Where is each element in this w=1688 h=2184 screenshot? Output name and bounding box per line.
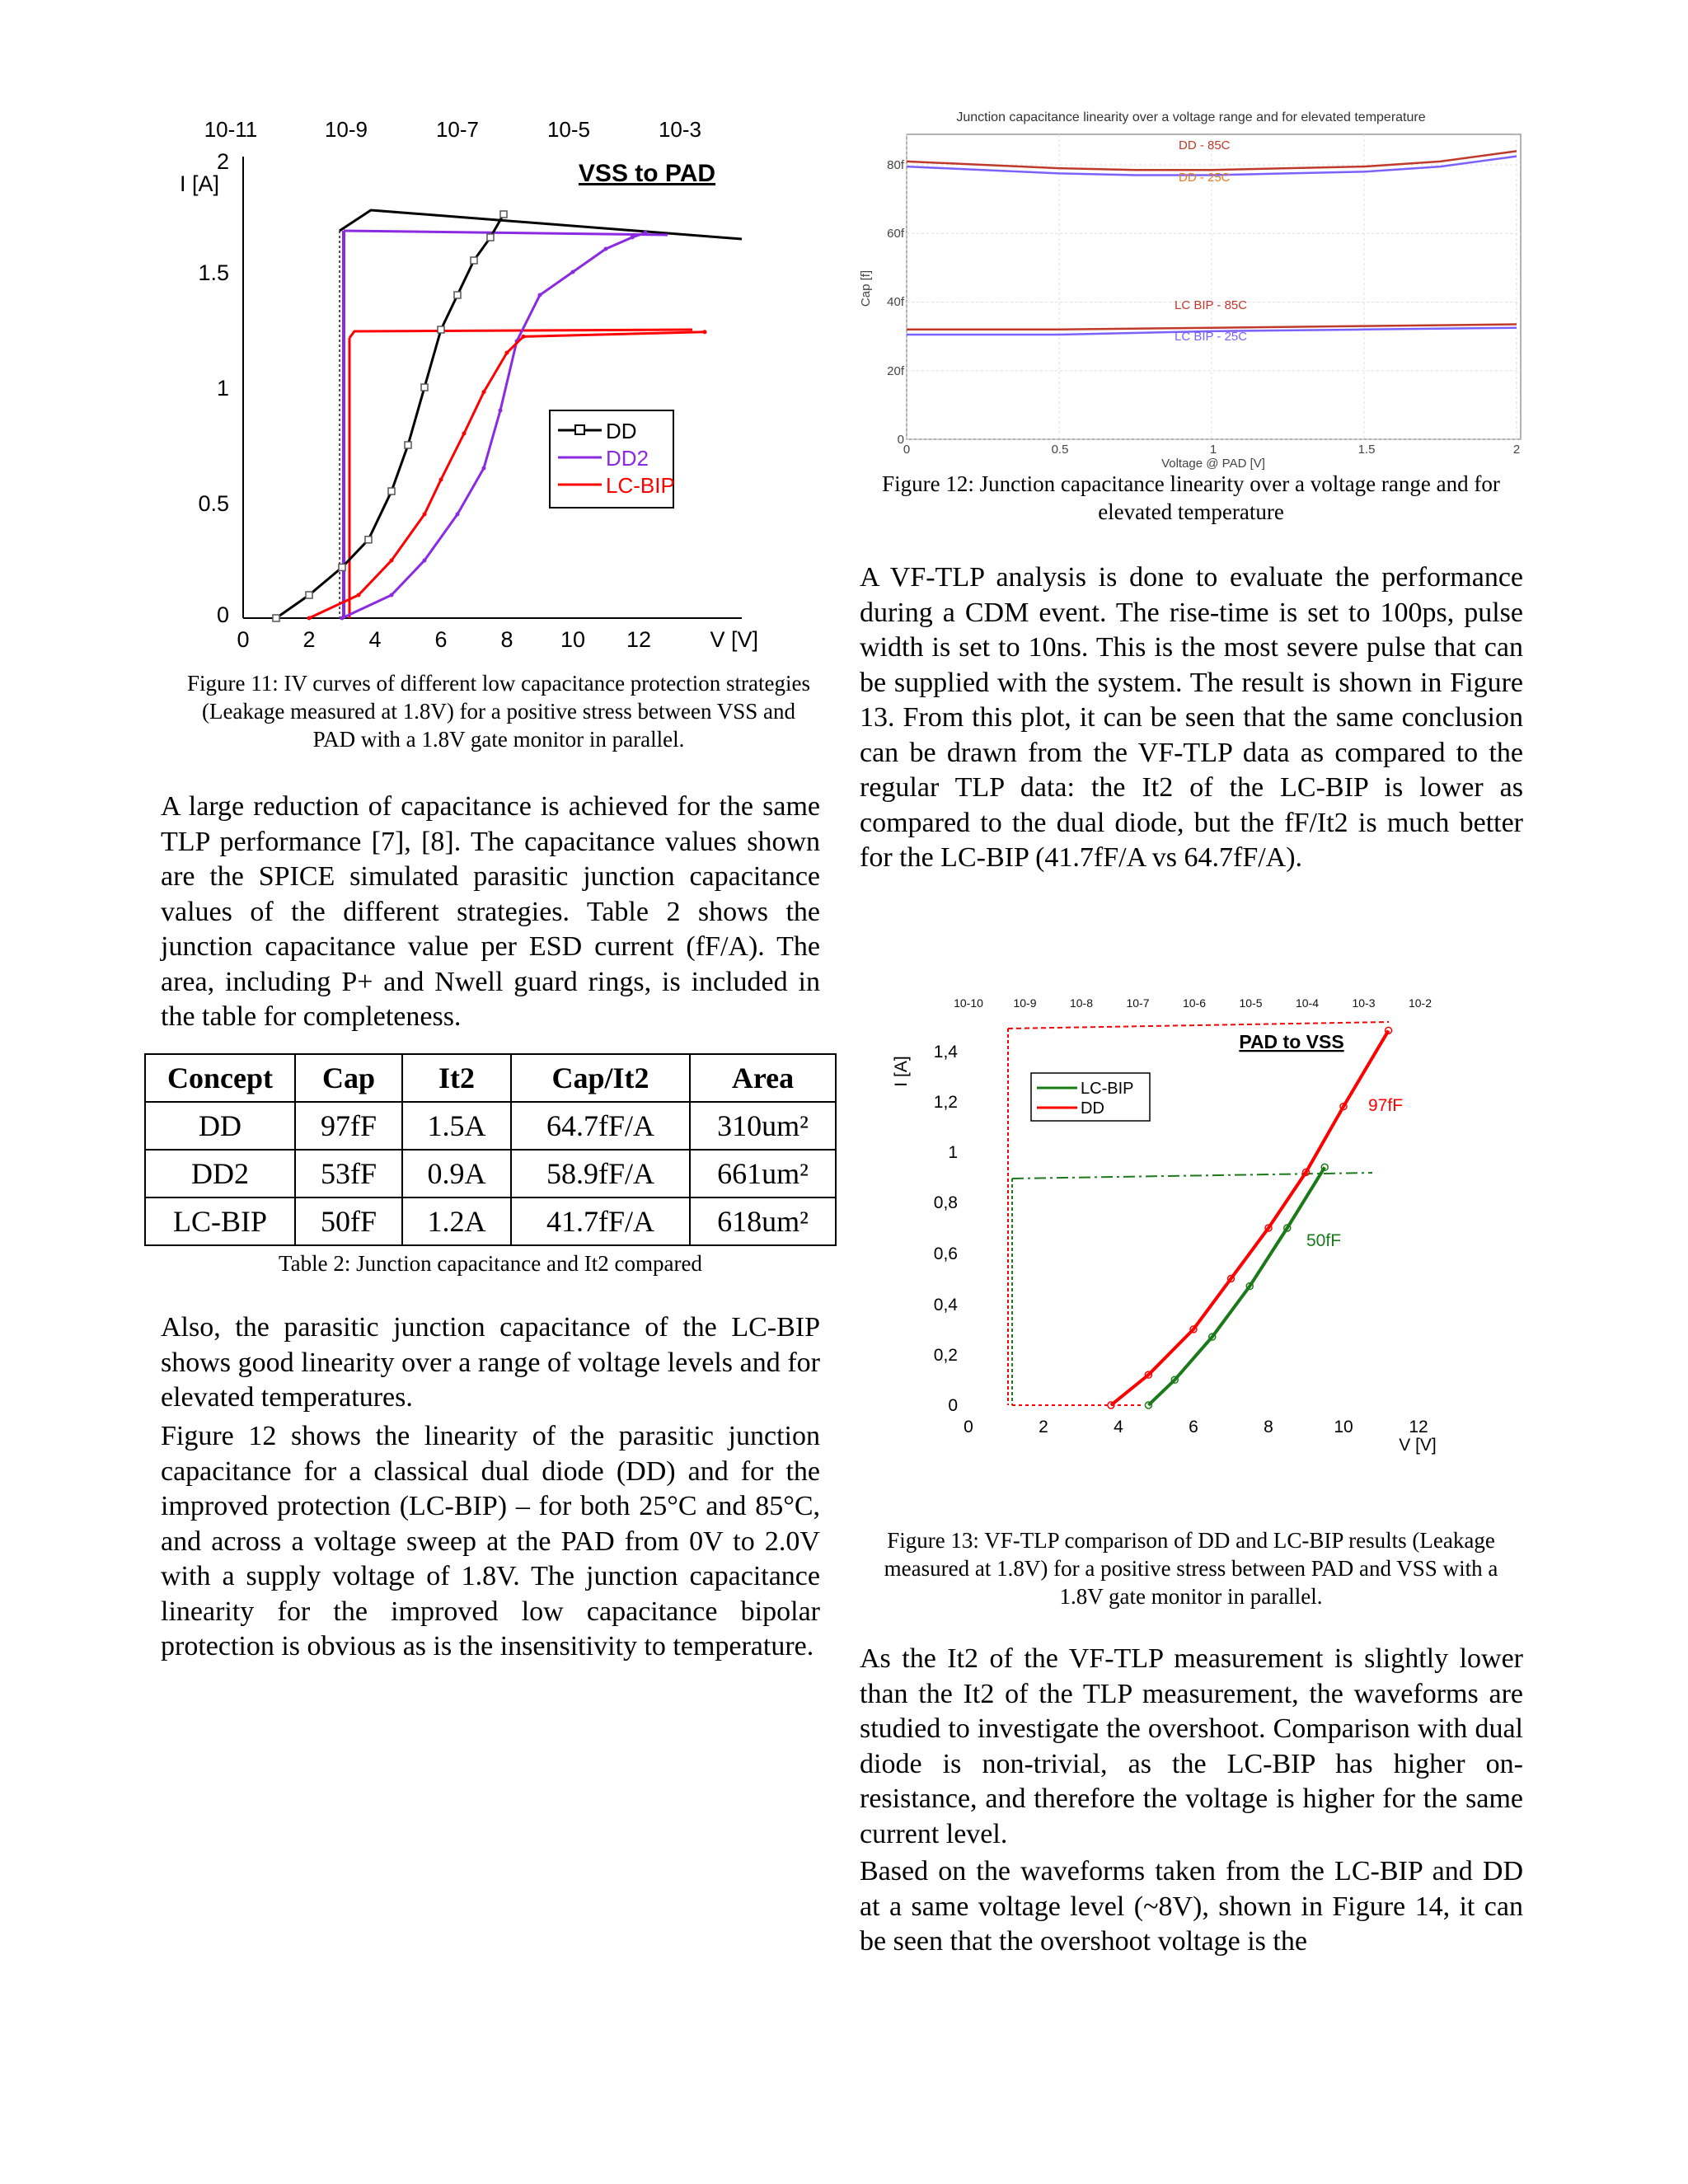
fig11-point: [365, 537, 372, 543]
fig12-y-tick: 60f: [887, 227, 904, 241]
fig13-title: PAD to VSS: [1239, 1031, 1344, 1052]
right-paragraph-3: Based on the waveforms taken from the LC-BIP and DD at a same voltage level (~8V), shown in Figure 14, it can be seen that the overshoot voltage is the: [860, 1856, 1523, 1957]
table-cell: 50fF: [295, 1197, 402, 1245]
left-paragraph-3: Figure 12 shows the linearity of the parasitic junction capacitance for a classical dual diode (DD) and for the improved protection (LC-BIP) – for both 25°C and 85°C, and across a voltage sweep at the PAD from 0V to 2.0V with a supply voltage of 1.8V. The junction capacitance linearity for the improved low capacitance bipolar protection is obvious as is the insensitivity to temperature.: [161, 1421, 820, 1661]
fig13-y-tick: 0,4: [933, 1296, 958, 1315]
table-header-cell: Area: [690, 1054, 836, 1102]
table-cell: 1.5A: [402, 1102, 511, 1150]
fig11-y-tick: 1.5: [198, 260, 229, 285]
fig12-x-tick: 2: [1512, 443, 1521, 457]
fig13-top-tick: 10-2: [1408, 996, 1432, 1010]
table-cell: 58.9fF/A: [511, 1150, 690, 1197]
fig13-top-tick: 10-8: [1069, 996, 1094, 1010]
fig12-annotation-lc25: LC BIP - 25C: [1175, 330, 1248, 344]
fig13-top-axis: [954, 996, 1432, 1010]
fig11-y-tick: 0: [216, 602, 229, 627]
fig13-y-tick: 0,2: [933, 1346, 958, 1365]
fig11-top-tick: 10-3: [658, 117, 702, 142]
fig12-annotation-dd25: DD - 25C: [1179, 171, 1231, 185]
fig13-annotation-50ff: 50fF: [1306, 1231, 1342, 1250]
figure-11-chart: [165, 107, 824, 668]
fig12-y-tick: 20f: [887, 364, 904, 378]
fig11-series-dd: [276, 214, 504, 618]
fig11-point: [471, 257, 477, 264]
fig13-top-tick: 10-3: [1352, 996, 1376, 1010]
fig13-annotation-97ff: 97fF: [1368, 1096, 1404, 1115]
figure-11-caption: Figure 11: IV curves of different low capacitance protection strategies (Leakage measured at 1.8V) for a positive stress between VSS and PAD with a 1.8V gate monitor in parallel.: [187, 671, 810, 752]
fig12-y-tick: 80f: [887, 158, 904, 172]
fig11-point: [482, 390, 486, 394]
table-cell: 1.2A: [402, 1197, 511, 1245]
fig13-x-tick: 10: [1334, 1418, 1353, 1436]
fig11-x-tick: 12: [626, 627, 652, 652]
fig13-x-tick: 4: [1114, 1418, 1123, 1436]
table-cell: 661um²: [690, 1150, 836, 1197]
fig12-y-tick: 40f: [887, 295, 904, 309]
fig11-top-tick: 10-11: [204, 117, 258, 142]
fig11-title: VSS to PAD: [578, 160, 716, 187]
fig13-legend-dd: DD: [1081, 1099, 1104, 1118]
fig11-point: [306, 592, 312, 598]
fig12-annotation-lc85: LC BIP - 85C: [1175, 298, 1248, 312]
fig13-dd-return: [1008, 1022, 1389, 1029]
fig11-point: [631, 236, 635, 240]
fig13-x-axis: [964, 1418, 1428, 1436]
figure-13-caption: Figure 13: VF-TLP comparison of DD and LC-BIP results (Leakage measured at 1.8V) for a positive stress between PAD and VSS with a 1.8V gate monitor in parallel.: [884, 1528, 1498, 1609]
table-2-caption: Table 2: Junction capacitance and It2 compared: [279, 1251, 702, 1276]
fig13-top-tick: 10-7: [1126, 996, 1150, 1010]
fig11-point: [456, 513, 460, 517]
fig12-y-tick: 0: [897, 433, 904, 447]
table-cell: 618um²: [690, 1197, 836, 1245]
fig13-top-tick: 10-4: [1295, 996, 1320, 1010]
figure-13-chart: [886, 989, 1463, 1467]
fig11-point: [538, 293, 542, 298]
table-cell: 53fF: [295, 1150, 402, 1197]
table-cell: 0.9A: [402, 1150, 511, 1197]
fig11-point: [421, 384, 428, 391]
left-paragraph-1: A large reduction of capacitance is achieved for the same TLP performance [7], [8]. The capacitance values shown are the SPICE simulated parasitic junction capacitance values of the different strategies. Table 2 shows the junction capacitance value per ESD current (fF/A). The area, including P+ and Nwell guard rings, is included in the table for completeness.: [161, 791, 820, 1032]
table-cell: 97fF: [295, 1102, 402, 1150]
table-row: [145, 1150, 836, 1197]
fig11-legend-dd-marker: [575, 425, 584, 434]
table-cell: DD2: [145, 1150, 295, 1197]
fig11-point: [482, 466, 486, 471]
fig12-annotation-dd85: DD - 85C: [1179, 138, 1231, 152]
fig11-legend-dd2: DD2: [606, 446, 649, 471]
fig11-point: [500, 211, 507, 218]
fig11-point: [357, 593, 361, 598]
fig11-y-tick: 1: [216, 376, 229, 401]
fig13-x-tick: 6: [1189, 1418, 1198, 1436]
table-cell: 310um²: [690, 1102, 836, 1150]
fig11-x-tick: 8: [500, 627, 513, 652]
table-cell: LC-BIP: [145, 1197, 295, 1245]
fig11-point: [499, 409, 503, 413]
fig13-y-tick: 0,6: [933, 1244, 958, 1263]
fig11-top-tick: 10-5: [546, 117, 591, 142]
right-paragraph-1: A VF-TLP analysis is done to evaluate the performance during a CDM event. The rise-time is set to 100ps, pulse width is set to 10ns. This is the most severe pulse that can be supplied with the system. The result is shown in Figure 13. From this plot, it can be seen that the same conclusion can be drawn from the VF-TLP data as compared to the regular TLP data: the It2 of the LC-BIP is lower as compared to the dual diode, but the fF/It2 is much better for the LC-BIP (41.7fF/A vs 64.7fF/A).: [860, 562, 1523, 873]
fig12-x-axis: [903, 443, 1520, 457]
fig13-y-tick: 0,8: [933, 1193, 958, 1212]
fig12-x-tick: 0: [903, 443, 911, 457]
fig12-xlabel: Voltage @ PAD [V]: [1161, 457, 1265, 470]
fig11-top-tick: 10-7: [435, 117, 480, 142]
fig11-point: [438, 326, 444, 333]
fig12-x-tick: 1.5: [1357, 443, 1376, 457]
table-cell: 41.7fF/A: [511, 1197, 690, 1245]
fig13-top-tick: 10-9: [1013, 996, 1037, 1010]
fig11-xlabel: V [V]: [710, 627, 758, 652]
fig13-y-tick: 1,4: [933, 1043, 958, 1062]
fig13-x-tick: 12: [1409, 1418, 1428, 1436]
table-header-cell: It2: [402, 1054, 511, 1102]
figure-12-chart: [853, 103, 1529, 470]
fig12-ylabel: Cap [f]: [859, 269, 873, 307]
fig13-x-tick: 0: [964, 1418, 973, 1436]
fig11-point: [390, 559, 394, 563]
fig11-point: [307, 616, 312, 621]
fig12-x-tick: 1: [1209, 443, 1217, 457]
table-header-cell: Cap: [295, 1054, 402, 1102]
fig11-dd-leakage-return: [340, 210, 742, 239]
fig11-point: [339, 564, 345, 570]
fig11-y-tick: 0.5: [198, 491, 229, 516]
fig11-point: [644, 231, 648, 235]
fig13-top-tick: 10-10: [954, 996, 983, 1010]
fig11-ylabel: I [A]: [180, 171, 220, 196]
right-paragraph-2: As the It2 of the VF-TLP measurement is slightly lower than the It2 of the TLP measurement, the waveforms are studied to investigate the overshoot. Comparison with dual diode is non-trivial, as the LC-BIP has higher on-resistance, and therefore the voltage is higher for the same current level.: [860, 1643, 1523, 1849]
fig11-point: [487, 234, 494, 241]
table-2: [144, 1053, 837, 1246]
fig11-point: [423, 513, 427, 517]
fig11-top-tick: 10-9: [324, 117, 368, 142]
fig11-legend: [550, 410, 675, 508]
fig11-x-axis: [237, 627, 651, 652]
fig13-y-axis: [934, 1043, 959, 1415]
fig13-legend-lcbip: LC-BIP: [1081, 1080, 1134, 1098]
fig11-x-tick: 10: [560, 627, 586, 652]
fig11-y-tick: 2: [216, 149, 229, 174]
fig13-y-tick: 1: [948, 1143, 958, 1162]
fig12-y-axis: [887, 158, 905, 447]
fig11-point: [439, 478, 443, 482]
fig11-dd2-leakage-return: [344, 231, 668, 235]
fig11-x-tick: 4: [368, 627, 382, 652]
fig11-point: [571, 270, 575, 274]
fig11-point: [390, 593, 394, 598]
fig11-point: [340, 616, 345, 621]
fig13-x-tick: 8: [1264, 1418, 1273, 1436]
fig11-point: [454, 292, 461, 298]
fig13-y-tick: 1,2: [933, 1093, 958, 1112]
fig11-x-tick: 2: [302, 627, 316, 652]
fig13-top-tick: 10-5: [1239, 996, 1263, 1010]
fig13-xlabel: V [V]: [1399, 1436, 1437, 1455]
fig11-point: [462, 432, 467, 436]
figure-12-caption: Figure 12: Junction capacitance linearity over a voltage range and for elevated temperature: [882, 471, 1500, 524]
fig11-point: [522, 335, 526, 339]
fig13-x-tick: 2: [1039, 1418, 1048, 1436]
table-header-cell: Concept: [145, 1054, 295, 1102]
fig11-point: [273, 615, 279, 621]
fig13-series-dd: [1111, 1030, 1389, 1405]
fig11-point: [505, 351, 509, 355]
fig11-point: [703, 330, 707, 334]
table-header-row: [145, 1054, 836, 1102]
fig13-ylabel: I [A]: [892, 1056, 911, 1087]
fig13-series-lc-bip: [1148, 1167, 1325, 1405]
fig13-top-tick: 10-6: [1182, 996, 1207, 1010]
table-cell: 64.7fF/A: [511, 1102, 690, 1150]
fig11-x-tick: 6: [434, 627, 448, 652]
table-row: [145, 1102, 836, 1150]
fig11-x-tick: 0: [237, 627, 250, 652]
fig11-point: [405, 442, 411, 448]
fig11-y-axis: [198, 149, 229, 627]
fig12-title: Junction capacitance linearity over a voltage range and for elevated temperature: [956, 110, 1426, 124]
fig11-top-axis: [204, 117, 701, 142]
table-header-cell: Cap/It2: [511, 1054, 690, 1102]
left-paragraph-2: Also, the parasitic junction capacitance of the LC-BIP shows good linearity over a range of voltage levels and for elevated temperatures.: [161, 1312, 820, 1413]
fig11-point: [423, 559, 427, 563]
table-row: [145, 1197, 836, 1245]
fig11-legend-dd: DD: [606, 419, 637, 443]
fig12-x-tick: 0.5: [1051, 443, 1069, 457]
fig13-y-tick: 0: [948, 1396, 958, 1415]
fig11-point: [388, 488, 395, 494]
fig13-legend: [1031, 1073, 1150, 1121]
fig11-legend-lcbip: LC-BIP: [606, 473, 675, 498]
fig11-point: [604, 247, 608, 251]
table-cell: DD: [145, 1102, 295, 1150]
